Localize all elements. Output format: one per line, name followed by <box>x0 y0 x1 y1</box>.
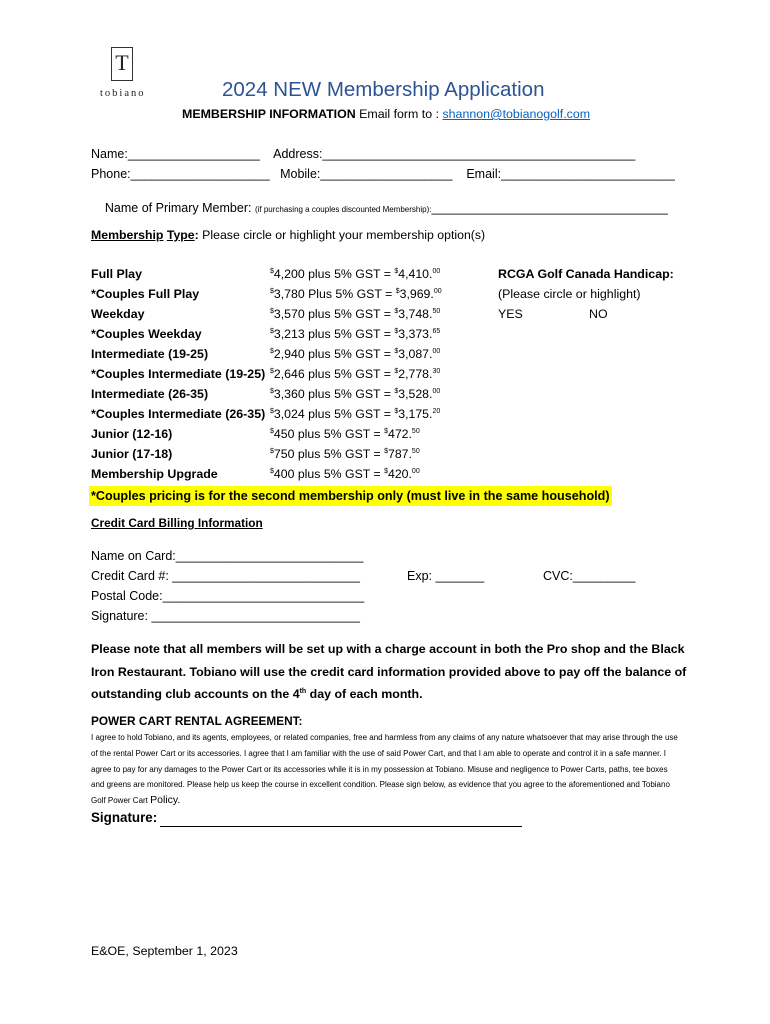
power-cart-agreement-text <box>91 730 681 809</box>
price-pre2: $ <box>394 388 399 395</box>
credit-card-number-field[interactable]: Credit Card #: ___________________________ <box>91 569 360 583</box>
notice-text-a: Please note that all members will be set up with a charge account in both the Pro shop and the Black Iron Restaurant. Tobiano will use the credit card information provided above to pay off the balance of outstanding club accounts on the 4 <box>91 642 687 701</box>
price-p2: 787. <box>387 447 412 461</box>
membership-type-heading-b: Type <box>166 228 195 242</box>
price-p1: 3,360 plus 5% GST = <box>273 387 395 401</box>
price-p1: 3,213 plus 5% GST = <box>273 327 395 341</box>
price-pre2: $ <box>384 448 388 455</box>
membership-option-name[interactable]: Junior (17-18) <box>91 447 173 461</box>
logo-letter: T <box>115 50 129 75</box>
price-p1: 3,024 plus 5% GST = <box>273 407 395 421</box>
price-cents: 50 <box>411 448 420 455</box>
price-p1: 3,570 plus 5% GST = <box>273 307 395 321</box>
charge-account-notice <box>91 638 691 706</box>
signature-line[interactable] <box>160 826 522 827</box>
membership-option-price[interactable] <box>270 467 420 481</box>
primary-member-note: (if purchasing a couples discounted Membership): <box>254 205 432 214</box>
price-pre2: $ <box>394 368 399 375</box>
price-pre2: $ <box>394 408 399 415</box>
price-p1: 450 plus 5% GST = <box>273 427 385 441</box>
price-cents: 65 <box>432 328 441 335</box>
membership-option-price[interactable] <box>270 347 440 361</box>
exp-field[interactable]: Exp: _______ <box>407 569 485 583</box>
price-pre: $ <box>270 308 274 315</box>
membership-type-instruction: Please circle or highlight your membership option(s) <box>198 228 486 242</box>
membership-option-name[interactable]: *Couples Full Play <box>91 287 200 301</box>
membership-option-price[interactable] <box>270 367 440 381</box>
rcga-instruction: (Please circle or highlight) <box>498 287 641 301</box>
membership-option-name[interactable]: Full Play <box>91 267 142 281</box>
price-pre: $ <box>270 448 274 455</box>
price-p1: 750 plus 5% GST = <box>273 447 385 461</box>
price-p2: 3,087. <box>398 347 433 361</box>
membership-option-price[interactable] <box>270 267 440 281</box>
price-p2: 3,373. <box>398 327 433 341</box>
price-p2: 2,778. <box>398 367 433 381</box>
cvc-field[interactable]: CVC:_________ <box>543 569 636 583</box>
membership-option-name[interactable]: Weekday <box>91 307 145 321</box>
price-cents: 00 <box>433 288 442 295</box>
membership-option-name[interactable]: Intermediate (19-25) <box>91 347 209 361</box>
price-p2: 3,528. <box>398 387 433 401</box>
price-p1: 2,940 plus 5% GST = <box>273 347 395 361</box>
membership-option-name[interactable]: Intermediate (26-35) <box>91 387 209 401</box>
price-pre: $ <box>270 428 274 435</box>
phone-mobile-email-line[interactable]: Phone:____________________ Mobile:___________________ Email:_________________________ <box>91 167 675 181</box>
membership-type-label <box>91 228 485 242</box>
price-p2: 3,175. <box>398 407 433 421</box>
email-link[interactable]: shannon@tobianogolf.com <box>442 107 591 121</box>
membership-option-price[interactable] <box>270 287 442 301</box>
credit-card-heading: Credit Card Billing Information <box>91 516 263 530</box>
membership-type-colon: : <box>194 228 199 242</box>
price-pre: $ <box>270 388 274 395</box>
price-p2: 472. <box>387 427 412 441</box>
membership-option-price[interactable] <box>270 327 440 341</box>
price-cents: 00 <box>411 468 420 475</box>
price-pre: $ <box>270 288 274 295</box>
price-cents: 50 <box>432 308 441 315</box>
logo-wordmark: tobiano <box>100 88 146 99</box>
membership-option-name[interactable]: Junior (12-16) <box>91 427 173 441</box>
rcga-no-option[interactable]: NO <box>589 307 608 321</box>
notice-text-b: day of each month. <box>306 687 423 701</box>
price-pre2: $ <box>394 268 399 275</box>
price-p1: 2,646 plus 5% GST = <box>273 367 395 381</box>
notice-superscript: th <box>299 688 307 695</box>
tobiano-logo-icon <box>111 47 133 81</box>
price-cents: 30 <box>432 368 441 375</box>
price-pre: $ <box>270 328 274 335</box>
subtitle-text: Email form to : <box>355 107 443 121</box>
price-pre: $ <box>270 348 274 355</box>
card-signature-field[interactable]: Signature: ______________________________ <box>91 609 361 623</box>
price-pre2: $ <box>394 328 399 335</box>
price-pre2: $ <box>394 348 399 355</box>
membership-option-price[interactable] <box>270 387 440 401</box>
price-p2: 4,410. <box>398 267 433 281</box>
price-pre2: $ <box>394 308 399 315</box>
membership-option-price[interactable] <box>270 307 440 321</box>
price-cents: 20 <box>432 408 441 415</box>
price-pre: $ <box>270 468 274 475</box>
name-on-card-field[interactable]: Name on Card:___________________________ <box>91 549 364 563</box>
price-p1: 4,200 plus 5% GST = <box>273 267 395 281</box>
primary-member-blank[interactable]: __________________________________ <box>431 201 668 215</box>
footer-date: E&OE, September 1, 2023 <box>91 944 238 958</box>
primary-member-label: Name of Primary Member: <box>104 201 255 215</box>
price-pre2: $ <box>395 288 400 295</box>
price-cents: 00 <box>432 348 441 355</box>
price-cents: 00 <box>432 388 441 395</box>
price-pre2: $ <box>384 428 388 435</box>
power-cart-policy-word: Policy. <box>150 794 181 807</box>
price-cents: 00 <box>432 268 441 275</box>
rcga-title: RCGA Golf Canada Handicap: <box>498 267 674 281</box>
membership-option-name[interactable]: Membership Upgrade <box>91 467 218 481</box>
subtitle <box>182 107 590 121</box>
price-p1: 400 plus 5% GST = <box>273 467 385 481</box>
rcga-yes-option[interactable]: YES <box>498 307 523 321</box>
power-cart-heading: POWER CART RENTAL AGREEMENT: <box>91 714 303 728</box>
price-pre: $ <box>270 268 274 275</box>
couples-pricing-note: *Couples pricing is for the second membership only (must live in the same household) <box>89 486 612 506</box>
price-cents: 50 <box>411 428 420 435</box>
signature-label: Signature: <box>91 810 161 825</box>
membership-option-price[interactable] <box>270 427 420 441</box>
name-address-line[interactable]: Name:___________________ Address:_____________________________________________ <box>91 147 636 161</box>
primary-member-line[interactable] <box>91 187 668 229</box>
membership-option-price[interactable] <box>270 407 440 421</box>
postal-code-field[interactable]: Postal Code:_____________________________ <box>91 589 365 603</box>
price-p1: 3,780 Plus 5% GST = <box>273 287 396 301</box>
power-cart-text: I agree to hold Tobiano, and its agents, employees, or related companies, free and harmless from any claims of any nature whatsoever that may arise through the use of the rental Power Cart or its accessories. I agree that I am familiar with the use of said Power Cart, and that I am able to operate and control it in a safe manner. I agree to pay for any damages to the Power Cart or its accessories while it is in my possession at Tobiano. Misuse and negligence to Power Carts, paths, tee boxes and greens are monitored. Please help us keep the course in excellent condition. Please sign below, as evidence that you agree to the aforementioned and Tobiano Golf Power Cart <box>91 733 678 806</box>
membership-type-heading-a: Membership <box>91 228 164 242</box>
price-p2: 3,748. <box>398 307 433 321</box>
membership-option-name[interactable]: *Couples Intermediate (26-35) <box>91 407 266 421</box>
price-p2: 3,969. <box>399 287 434 301</box>
membership-option-name[interactable]: *Couples Weekday <box>91 327 202 341</box>
subtitle-heading: MEMBERSHIP INFORMATION <box>182 107 356 121</box>
price-pre: $ <box>270 408 274 415</box>
price-pre: $ <box>270 368 274 375</box>
price-p2: 420. <box>387 467 412 481</box>
membership-option-name[interactable]: *Couples Intermediate (19-25) <box>91 367 266 381</box>
page-title: 2024 NEW Membership Application <box>222 78 545 101</box>
membership-option-price[interactable] <box>270 447 420 461</box>
price-pre2: $ <box>384 468 388 475</box>
